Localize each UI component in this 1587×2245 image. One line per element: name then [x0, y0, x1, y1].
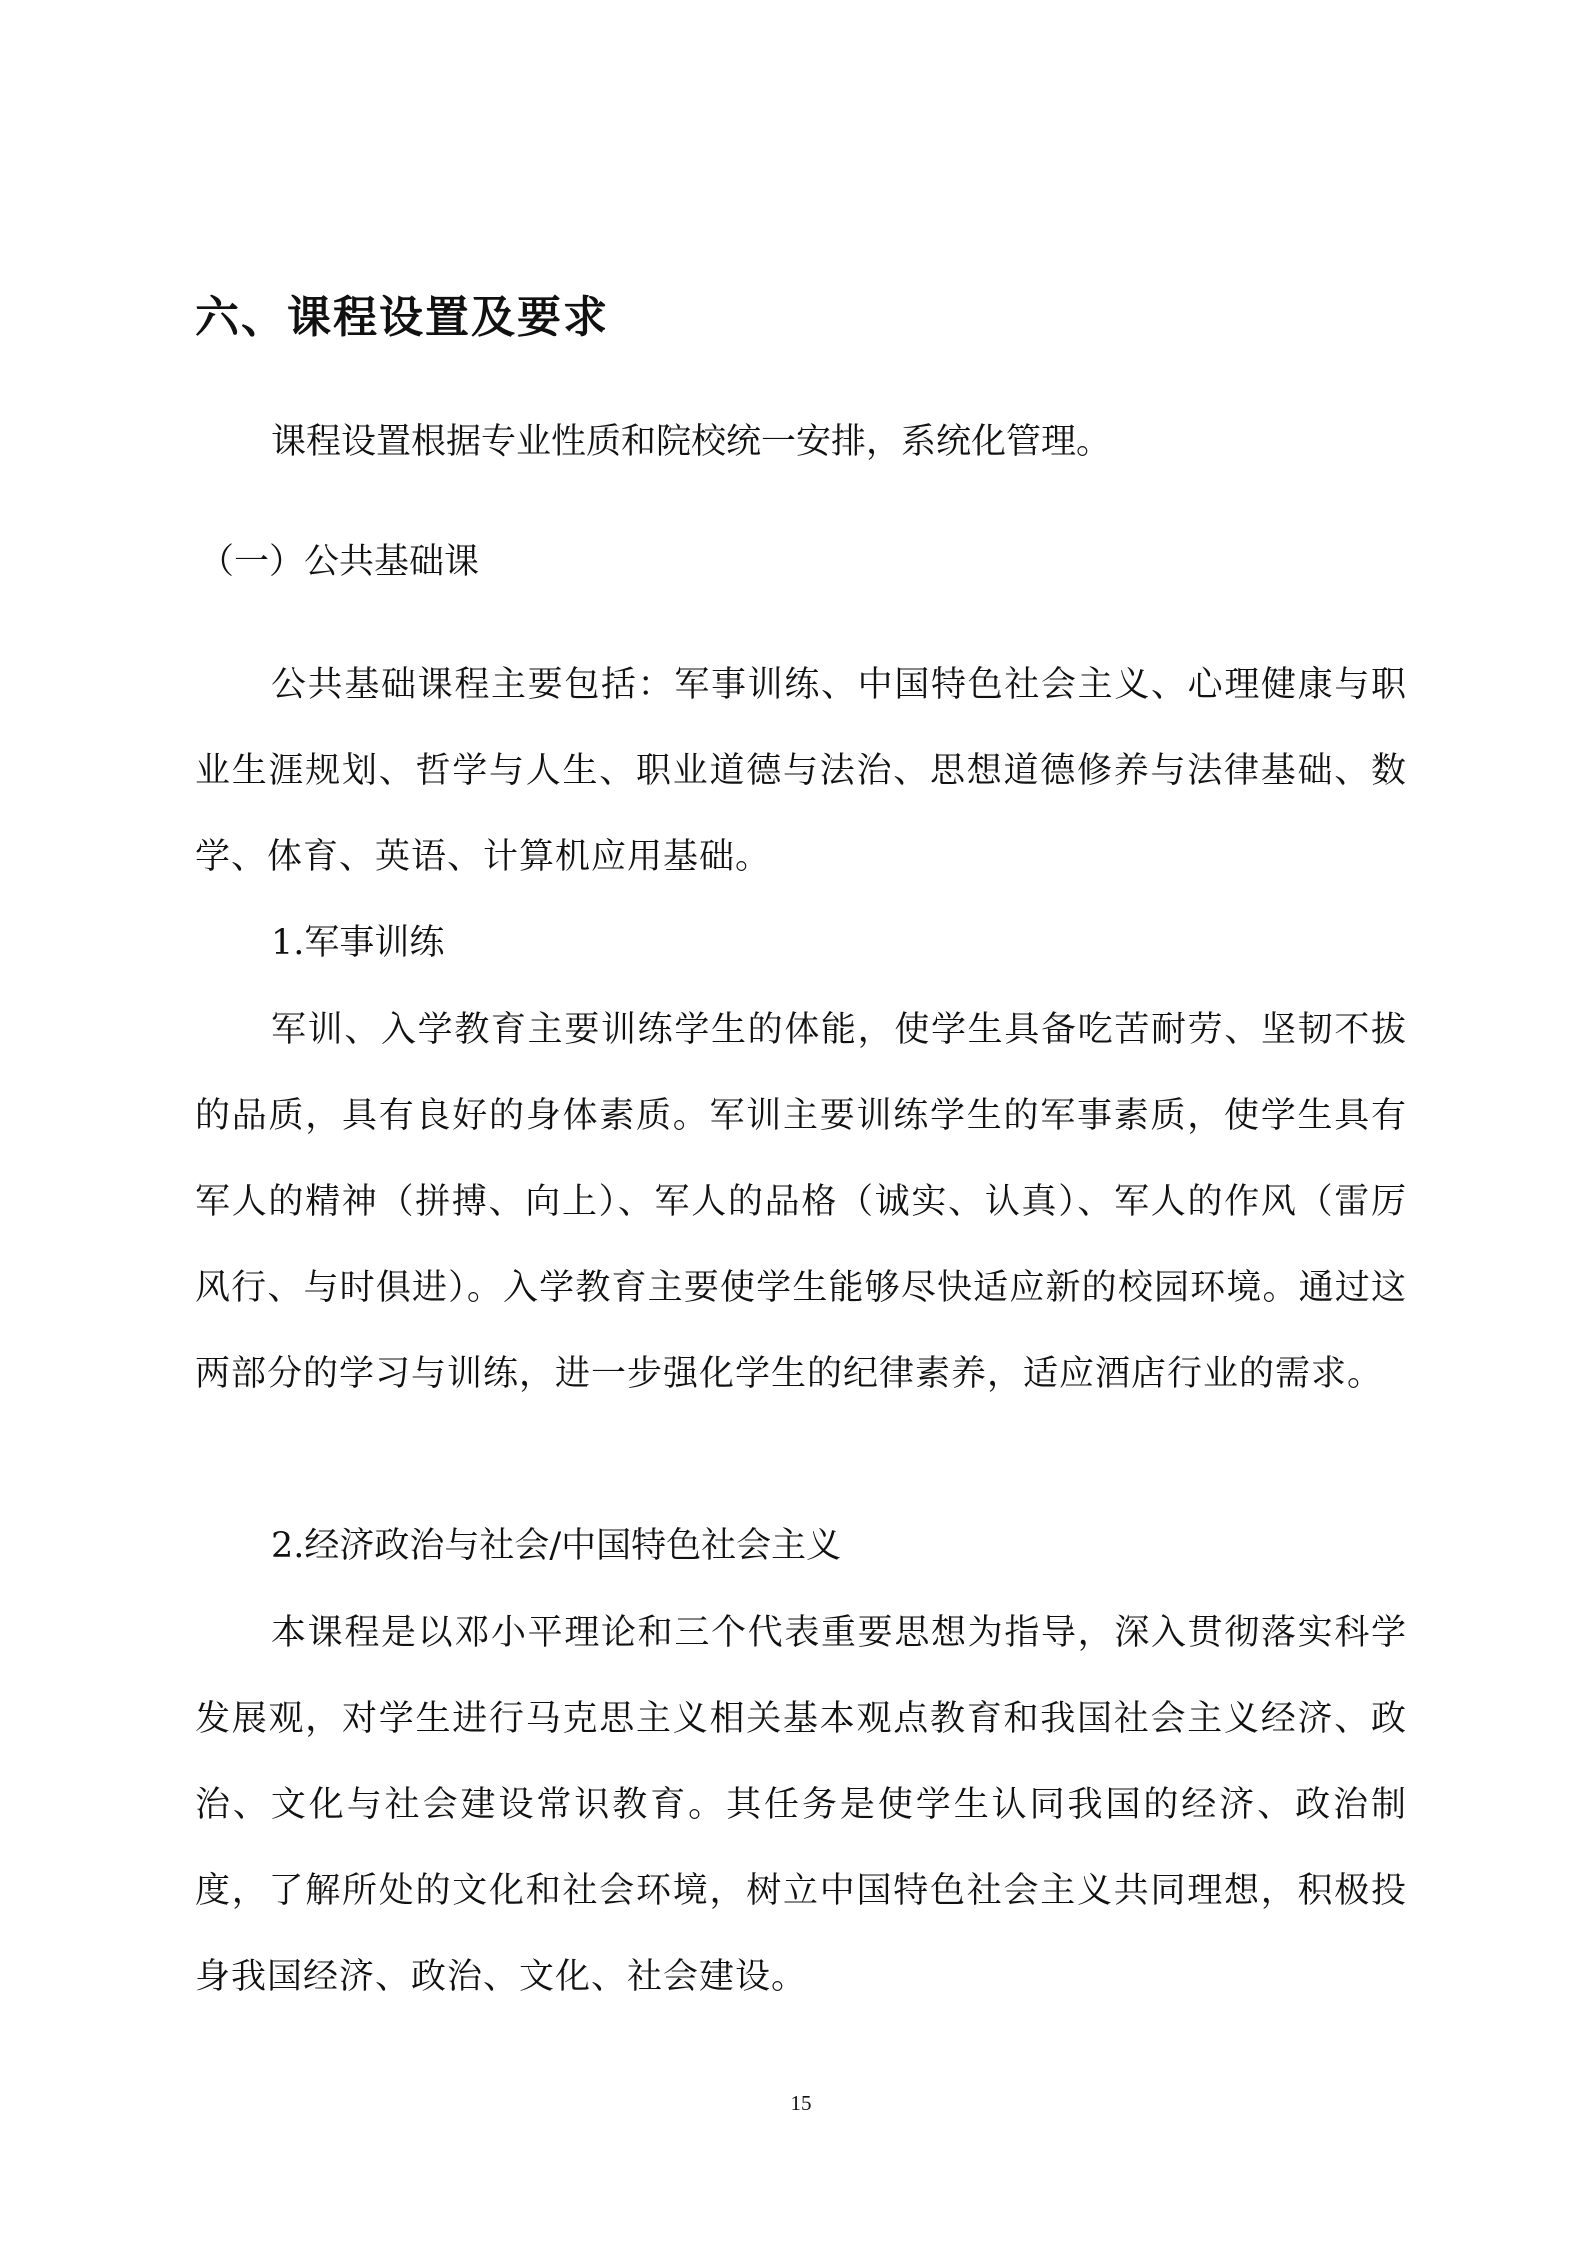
intro-paragraph: 课程设置根据专业性质和院校统一安排，系统化管理。 — [271, 422, 1112, 462]
section-heading: 六、课程设置及要求 — [195, 292, 609, 343]
page-number: 15 — [790, 2091, 812, 2115]
subsection-heading: （一）公共基础课 — [199, 542, 480, 582]
item-title-military-training: 1.军事训练 — [271, 923, 445, 963]
item-body-military-training: 军训、入学教育主要训练学生的体能，使学生具备吃苦耐劳、坚韧不拔的品质，具有良好的身体素质。军训主要训练学生的军事素质，使学生具有军人的精神（拼搏、向上）、军人的品格（诚实、认真）、军人的作风（雷厉风行、与时俱进）。入学教育主要使学生能够尽快适应新的校园环境。通过这两部分的学习与训练，进一步强化学生的纪律素养，适应酒店行业的需求。 — [195, 1010, 1407, 1394]
document-page — [195, 0, 1407, 2245]
item-title-economy-politics: 2.经济政治与社会/中国特色社会主义 — [271, 1526, 842, 1566]
public-courses-paragraph: 公共基础课程主要包括：军事训练、中国特色社会主义、心理健康与职业生涯规划、哲学与人生、职业道德与法治、思想道德修养与法律基础、数学、体育、英语、计算机应用基础。 — [195, 665, 1407, 877]
item-body-economy-politics: 本课程是以邓小平理论和三个代表重要思想为指导，深入贯彻落实科学发展观，对学生进行马克思主义相关基本观点教育和我国社会主义经济、政治、文化与社会建设常识教育。其任务是使学生认同我国的经济、政治制度，了解所处的文化和社会环境，树立中国特色社会主义共同理想，积极投身我国经济、政治、文化、社会建设。 — [195, 1613, 1407, 1997]
